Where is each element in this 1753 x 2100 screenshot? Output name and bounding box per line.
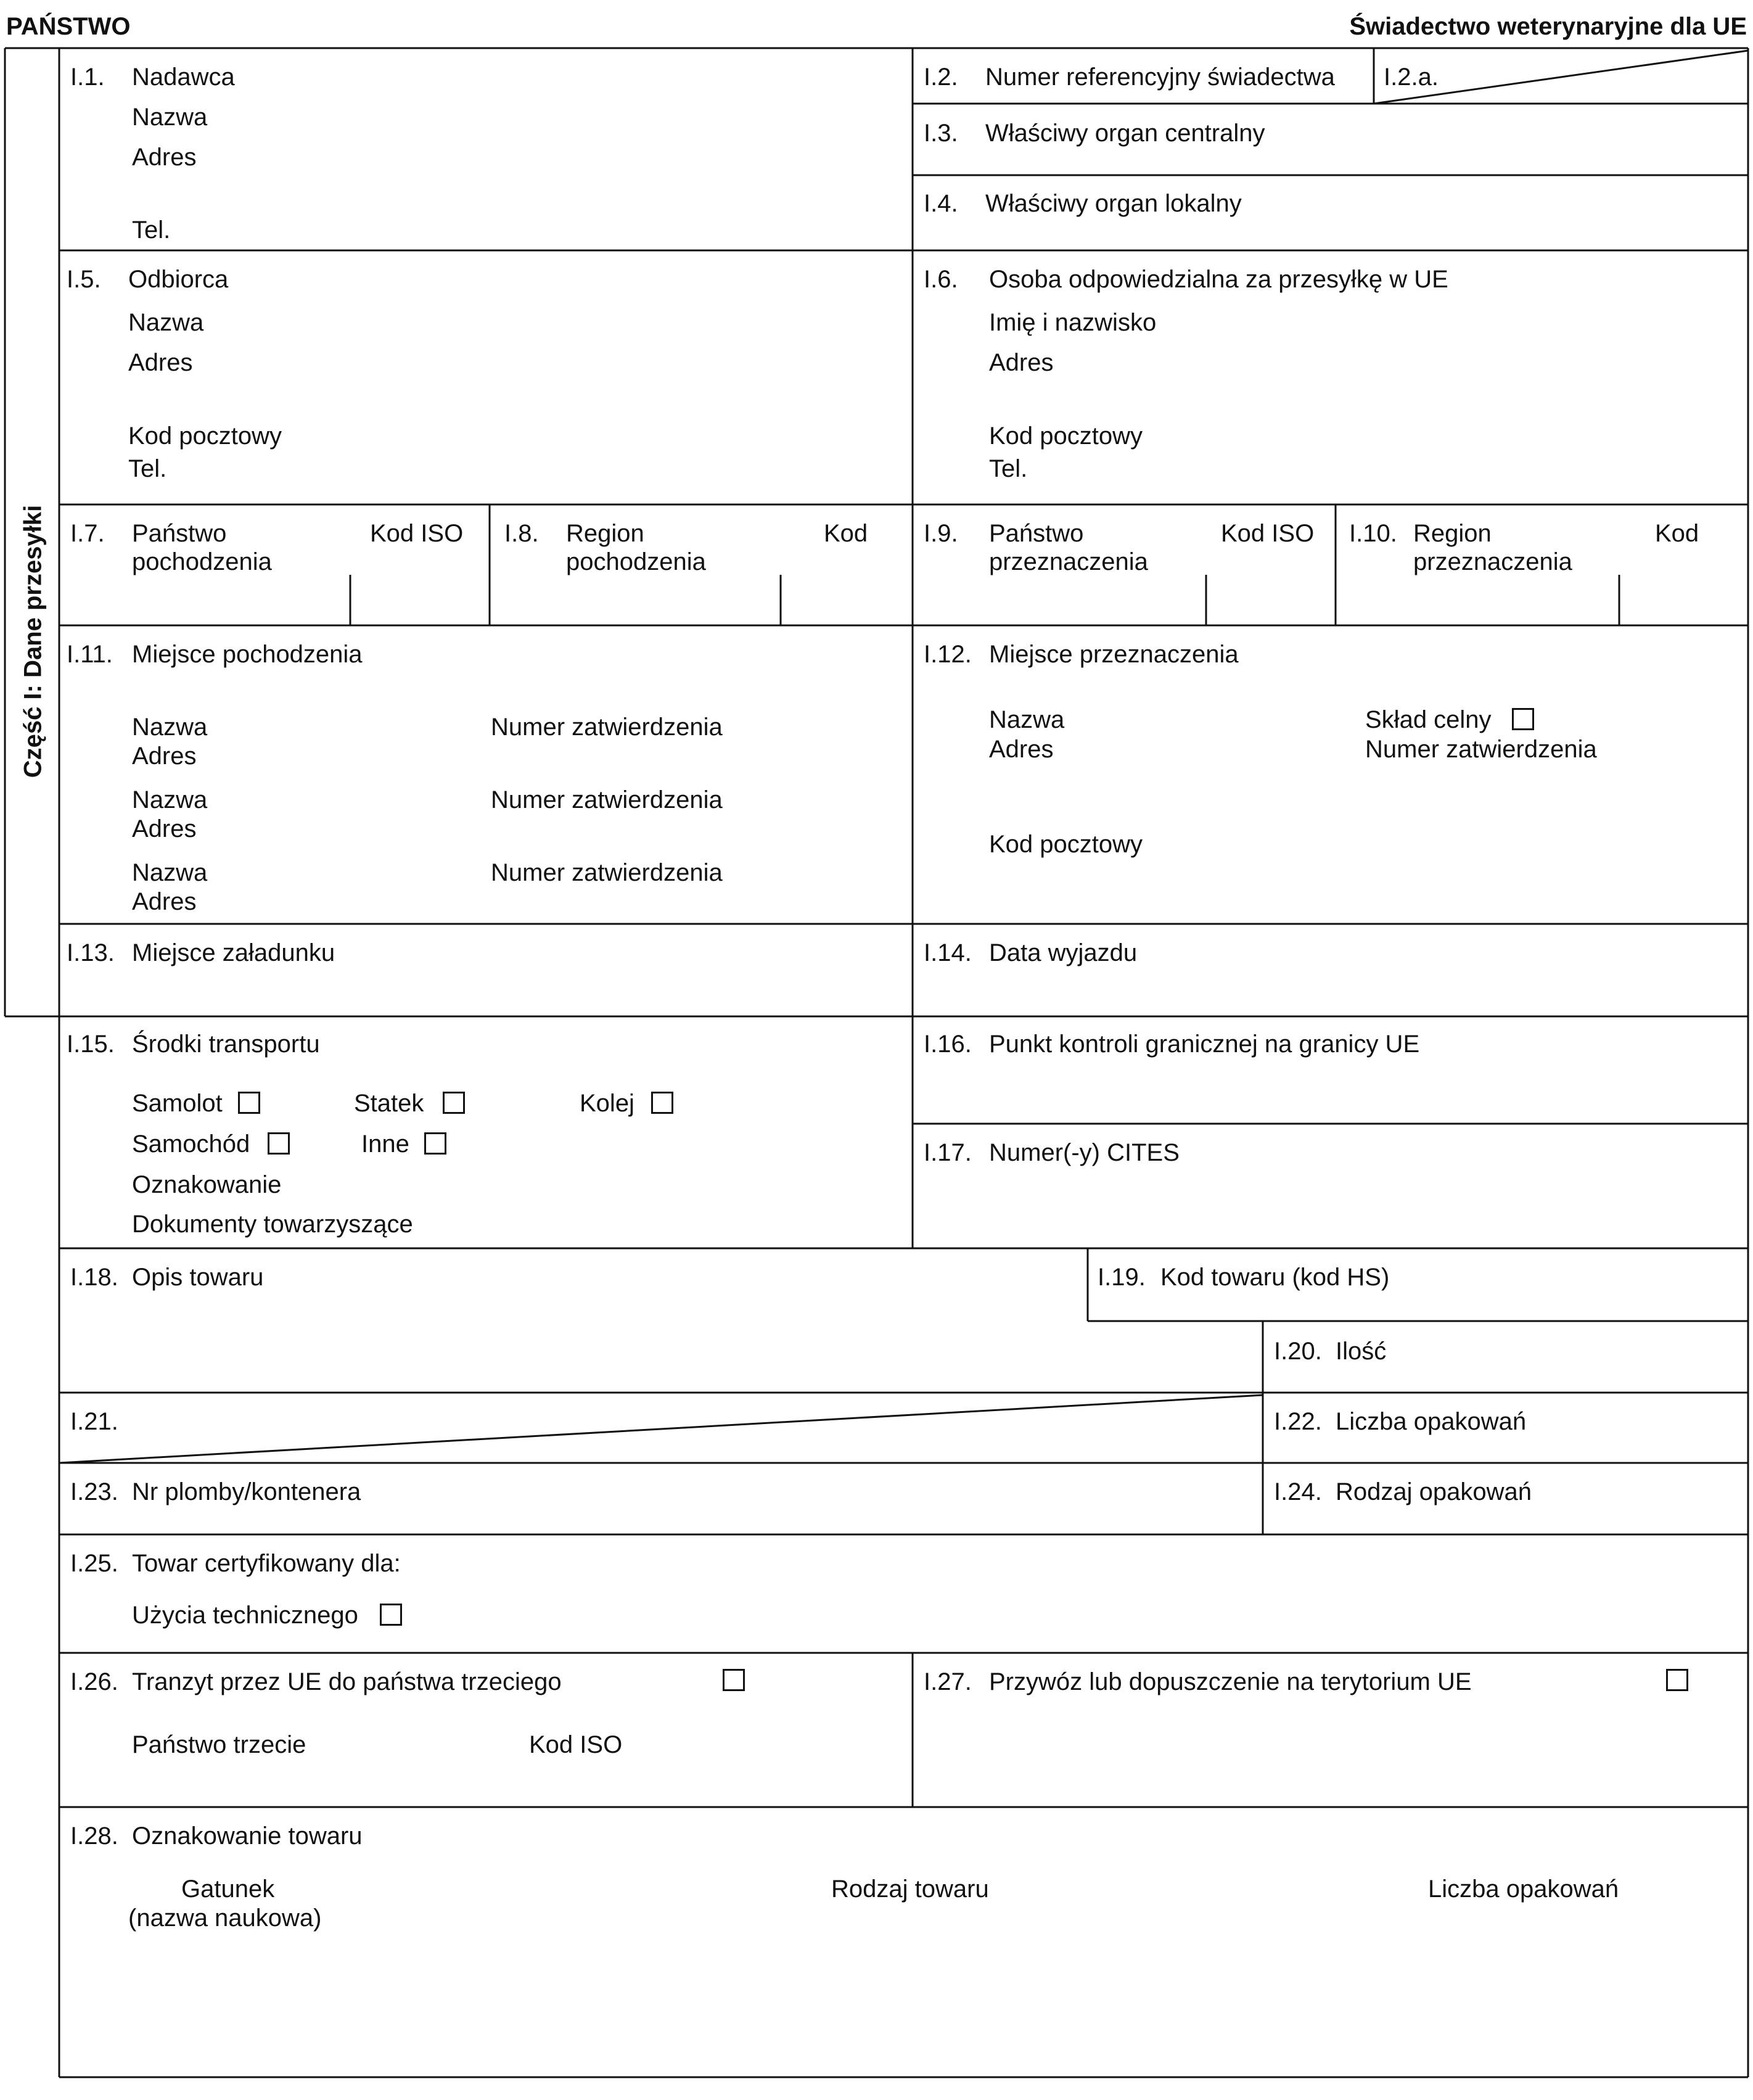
- i20-quantity-title: Ilość: [1336, 1338, 1387, 1365]
- field-number-i3: I.3.: [924, 120, 958, 147]
- part-label: Część I: Dane przesyłki: [19, 504, 47, 778]
- i11-entry2-name: Nazwa: [132, 786, 208, 813]
- field-number-i1: I.1.: [70, 64, 105, 91]
- field-number-i23: I.23.: [70, 1478, 118, 1505]
- field-number-i18: I.18.: [70, 1264, 118, 1291]
- i11-origin-place-title: Miejsce pochodzenia: [132, 641, 363, 668]
- i28-species-label-line2: (nazwa naukowa): [128, 1904, 322, 1932]
- i6-tel-label: Tel.: [989, 455, 1028, 482]
- i5-postcode-label: Kod pocztowy: [128, 422, 282, 450]
- field-number-i25: I.25.: [70, 1550, 118, 1577]
- field-number-i15: I.15.: [67, 1031, 115, 1058]
- i9-country-destination-line1: Państwo: [989, 520, 1084, 547]
- i6-name-label: Imię i nazwisko: [989, 309, 1157, 336]
- field-number-i21: I.21.: [70, 1408, 118, 1435]
- i11-entry3-approval: Numer zatwierdzenia: [491, 859, 723, 886]
- i15-plane-label: Samolot: [132, 1090, 223, 1117]
- i8-code-label: Kod: [824, 520, 868, 547]
- field-number-i22: I.22.: [1274, 1408, 1322, 1435]
- field-number-i2: I.2.: [924, 64, 958, 91]
- i27-import-checkbox[interactable]: [1666, 1669, 1688, 1691]
- i12-address-label: Adres: [989, 736, 1054, 763]
- i8-region-origin-line1: Region: [566, 520, 644, 547]
- field-number-i24: I.24.: [1274, 1478, 1322, 1505]
- i28-commodity-type-label: Rodzaj towaru: [831, 1876, 989, 1903]
- i15-other-checkbox[interactable]: [424, 1132, 446, 1155]
- field-number-i2a: I.2.a.: [1384, 64, 1439, 91]
- field-number-i6: I.6.: [924, 266, 958, 293]
- i14-departure-date-title: Data wyjazdu: [989, 939, 1138, 966]
- i28-species-label-line1: Gatunek: [181, 1876, 275, 1903]
- i15-plane-checkbox[interactable]: [238, 1092, 260, 1114]
- field-number-i7: I.7.: [70, 520, 105, 547]
- field-number-i20: I.20.: [1274, 1338, 1322, 1365]
- i1-name-label: Nazwa: [132, 104, 208, 131]
- i12-name-label: Nazwa: [989, 706, 1065, 733]
- header-certificate-title: Świadectwo weterynaryjne dla UE: [1349, 13, 1747, 40]
- i15-car-label: Samochód: [132, 1130, 250, 1158]
- i15-rail-label: Kolej: [580, 1090, 634, 1117]
- i12-customs-warehouse-label: Skład celny: [1365, 706, 1492, 733]
- i28-package-count-label: Liczba opakowań: [1428, 1876, 1619, 1903]
- i11-entry3-address: Adres: [132, 888, 197, 915]
- i3-central-authority-title: Właściwy organ centralny: [985, 120, 1265, 147]
- i15-transport-title: Środki transportu: [132, 1031, 320, 1058]
- i10-code-label: Kod: [1655, 520, 1699, 547]
- i12-customs-warehouse-checkbox[interactable]: [1512, 708, 1534, 730]
- i15-ship-label: Statek: [354, 1090, 424, 1117]
- i11-entry1-address: Adres: [132, 743, 197, 770]
- field-number-i28: I.28.: [70, 1822, 118, 1850]
- field-number-i14: I.14.: [924, 939, 972, 966]
- i23-seal-number-title: Nr plomby/kontenera: [132, 1478, 361, 1505]
- i25-certified-for-title: Towar certyfikowany dla:: [132, 1550, 401, 1577]
- i26-iso-code-label: Kod ISO: [529, 1731, 623, 1758]
- field-number-i8: I.8.: [504, 520, 539, 547]
- i22-package-count-title: Liczba opakowań: [1336, 1408, 1527, 1435]
- i28-identification-title: Oznakowanie towaru: [132, 1822, 363, 1850]
- i15-rail-checkbox[interactable]: [651, 1092, 673, 1114]
- field-number-i27: I.27.: [924, 1668, 972, 1695]
- i18-description-title: Opis towaru: [132, 1264, 264, 1291]
- i9-iso-code-label: Kod ISO: [1221, 520, 1315, 547]
- i11-entry2-address: Adres: [132, 815, 197, 842]
- field-number-i16: I.16.: [924, 1031, 972, 1058]
- i26-transit-title: Tranzyt przez UE do państwa trzeciego: [132, 1668, 562, 1695]
- field-number-i13: I.13.: [67, 939, 115, 966]
- i10-region-destination-line1: Region: [1413, 520, 1492, 547]
- i15-documents-label: Dokumenty towarzyszące: [132, 1211, 413, 1238]
- i12-destination-place-title: Miejsce przeznaczenia: [989, 641, 1239, 668]
- i11-entry2-approval: Numer zatwierdzenia: [491, 786, 723, 813]
- i9-country-destination-line2: przeznaczenia: [989, 548, 1148, 575]
- i13-loading-place-title: Miejsce załadunku: [132, 939, 335, 966]
- i15-car-checkbox[interactable]: [268, 1132, 290, 1155]
- i17-cites-title: Numer(-y) CITES: [989, 1139, 1180, 1166]
- i5-name-label: Nazwa: [128, 309, 204, 336]
- i27-import-title: Przywóz lub dopuszczenie na terytorium UE: [989, 1668, 1472, 1695]
- i7-country-origin-line2: pochodzenia: [132, 548, 272, 575]
- i26-transit-checkbox[interactable]: [723, 1669, 745, 1691]
- i15-other-label: Inne: [361, 1130, 409, 1158]
- i8-region-origin-line2: pochodzenia: [566, 548, 706, 575]
- field-number-i19: I.19.: [1098, 1264, 1146, 1291]
- i12-postcode-label: Kod pocztowy: [989, 831, 1143, 858]
- i19-commodity-code-title: Kod towaru (kod HS): [1160, 1264, 1390, 1291]
- i7-iso-code-label: Kod ISO: [370, 520, 464, 547]
- i6-postcode-label: Kod pocztowy: [989, 422, 1143, 450]
- i12-approval-label: Numer zatwierdzenia: [1365, 736, 1597, 763]
- field-number-i12: I.12.: [924, 641, 972, 668]
- field-number-i26: I.26.: [70, 1668, 118, 1695]
- i11-entry3-name: Nazwa: [132, 859, 208, 886]
- i11-entry1-approval: Numer zatwierdzenia: [491, 714, 723, 741]
- field-number-i5: I.5.: [67, 266, 101, 293]
- field-number-i10: I.10.: [1349, 520, 1397, 547]
- field-number-i11: I.11.: [67, 641, 113, 668]
- i6-responsible-person-title: Osoba odpowiedzialna za przesyłkę w UE: [989, 266, 1448, 293]
- i26-third-country-label: Państwo trzecie: [132, 1731, 306, 1758]
- i25-technical-use-label: Użycia technicznego: [132, 1602, 358, 1629]
- i4-local-authority-title: Właściwy organ lokalny: [985, 190, 1242, 217]
- field-number-i17: I.17.: [924, 1139, 972, 1166]
- i11-entry1-name: Nazwa: [132, 714, 208, 741]
- i25-technical-use-checkbox[interactable]: [380, 1604, 402, 1626]
- i16-border-post-title: Punkt kontroli granicznej na granicy UE: [989, 1031, 1420, 1058]
- i2-reference-title: Numer referencyjny świadectwa: [985, 64, 1335, 91]
- i7-country-origin-line1: Państwo: [132, 520, 227, 547]
- i24-package-type-title: Rodzaj opakowań: [1336, 1478, 1532, 1505]
- i6-address-label: Adres: [989, 349, 1054, 376]
- header-country: PAŃSTWO: [6, 13, 131, 40]
- i15-ship-checkbox[interactable]: [443, 1092, 465, 1114]
- field-number-i9: I.9.: [924, 520, 958, 547]
- i1-consignor-title: Nadawca: [132, 64, 235, 91]
- i5-consignee-title: Odbiorca: [128, 266, 229, 293]
- i5-tel-label: Tel.: [128, 455, 167, 482]
- i15-marking-label: Oznakowanie: [132, 1171, 282, 1198]
- i1-tel-label: Tel.: [132, 216, 171, 244]
- i1-address-label: Adres: [132, 144, 197, 171]
- i10-region-destination-line2: przeznaczenia: [1413, 548, 1572, 575]
- field-number-i4: I.4.: [924, 190, 958, 217]
- i5-address-label: Adres: [128, 349, 193, 376]
